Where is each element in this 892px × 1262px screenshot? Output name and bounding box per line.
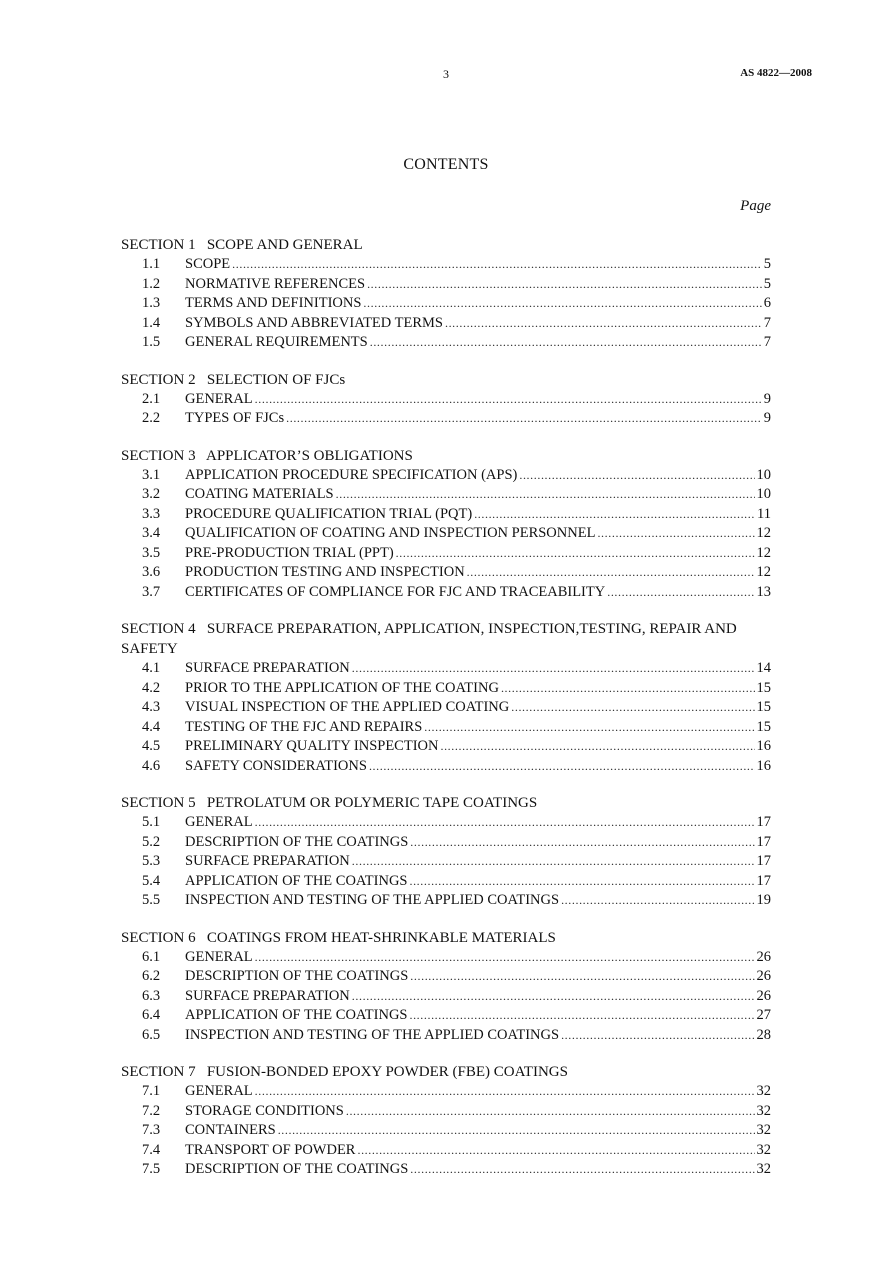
entry-number: 5.4 [142, 872, 161, 889]
dot-leader [511, 698, 754, 718]
entry-title: NORMATIVE REFERENCES [185, 275, 366, 292]
entry-number: 4.2 [142, 679, 161, 696]
entry-number: 3.2 [142, 486, 161, 502]
dot-leader [278, 1121, 755, 1141]
entry-page-number: 5 [763, 256, 771, 272]
toc-section-1 [121, 235, 771, 353]
dot-leader [424, 718, 754, 738]
entry-number: 1.2 [142, 275, 161, 292]
entry-number: 3.3 [142, 505, 161, 522]
entry-page-number: 17 [756, 814, 771, 830]
dot-leader [367, 275, 762, 295]
dot-leader [410, 967, 754, 987]
entry-title: DESCRIPTION OF THE COATINGS [185, 968, 409, 984]
entry-page-number: 9 [763, 390, 771, 407]
entry-page-number: 12 [756, 525, 771, 541]
entry-page-number: 6 [763, 295, 771, 311]
toc-entry[interactable] [121, 275, 771, 295]
dot-leader [440, 737, 754, 757]
entry-page-number: 14 [756, 660, 771, 676]
toc-entry[interactable] [121, 294, 771, 314]
entry-number: 7.5 [142, 1161, 161, 1177]
entry-title: PRODUCTION TESTING AND INSPECTION [185, 564, 465, 580]
dot-leader [410, 833, 754, 853]
toc-section-3 [121, 446, 771, 603]
toc-entry[interactable] [121, 852, 771, 872]
entry-title: COATING MATERIALS [185, 486, 334, 502]
entry-title: PRELIMINARY QUALITY INSPECTION [185, 738, 439, 754]
toc-entry[interactable] [121, 698, 771, 718]
dot-leader [336, 485, 755, 505]
dot-leader [519, 466, 754, 486]
toc-entry[interactable] [121, 813, 771, 833]
entry-page-number: 9 [763, 410, 771, 426]
dot-leader [410, 1160, 754, 1180]
toc-entry[interactable] [121, 505, 771, 525]
entry-title: GENERAL [185, 814, 253, 830]
entry-number: 5.3 [142, 853, 161, 869]
section-heading[interactable]: SECTION 3 APPLICATOR’S OBLIGATIONS [121, 447, 413, 464]
entry-page-number: 16 [756, 738, 771, 754]
entry-title: QUALIFICATION OF COATING AND INSPECTION PERSONNEL [185, 525, 596, 541]
toc-entry[interactable] [121, 333, 771, 353]
entry-title: PRIOR TO THE APPLICATION OF THE COATING [185, 679, 499, 696]
dot-leader [396, 544, 755, 564]
dot-leader [232, 255, 762, 275]
dot-leader [561, 1026, 754, 1046]
toc-entry[interactable] [121, 544, 771, 564]
dot-leader [607, 583, 754, 603]
entry-title: CONTAINERS [185, 1122, 276, 1138]
entry-page-number: 32 [756, 1102, 771, 1119]
dot-leader [370, 333, 762, 353]
entry-title: APPLICATION PROCEDURE SPECIFICATION (APS) [185, 466, 518, 483]
toc-entry[interactable] [121, 563, 771, 583]
entry-page-number: 32 [756, 1083, 771, 1099]
dot-leader [286, 409, 762, 429]
toc-entry[interactable] [121, 659, 771, 679]
entry-title: TRANSPORT OF POWDER [185, 1141, 356, 1158]
entry-number: 4.6 [142, 757, 161, 774]
entry-number: 1.1 [142, 256, 161, 272]
section-heading[interactable]: SECTION 4 SURFACE PREPARATION, APPLICATION, INSPECTION,TESTING, REPAIR AND SAFETY [121, 621, 741, 657]
toc-section-5 [121, 793, 771, 911]
entry-number: 5.5 [142, 892, 161, 908]
contents-title: CONTENTS [403, 156, 489, 173]
toc-entry[interactable] [121, 987, 771, 1007]
dot-leader [346, 1102, 755, 1122]
toc-section-6 [121, 928, 771, 1046]
entry-title: CERTIFICATES OF COMPLIANCE FOR FJC AND TRACEABILITY [185, 583, 606, 600]
entry-page-number: 28 [756, 1026, 771, 1043]
entry-page-number: 7 [763, 314, 771, 331]
table-of-contents [121, 235, 771, 1197]
toc-entry[interactable] [121, 1121, 771, 1141]
entry-title: TERMS AND DEFINITIONS [185, 295, 362, 311]
toc-entry[interactable] [121, 757, 771, 777]
entry-number: 3.6 [142, 564, 161, 580]
toc-entry[interactable] [121, 466, 771, 486]
entry-title: INSPECTION AND TESTING OF THE APPLIED COATINGS [185, 1026, 560, 1043]
entry-title: TESTING OF THE FJC AND REPAIRS [185, 718, 423, 735]
entry-page-number: 27 [756, 1007, 771, 1023]
entry-page-number: 15 [756, 679, 771, 696]
document-code: AS 4822—2008 [740, 67, 812, 79]
toc-entry[interactable] [121, 1006, 771, 1026]
entry-number: 7.1 [142, 1083, 161, 1099]
entry-page-number: 5 [763, 275, 771, 292]
entry-title: SCOPE [185, 256, 231, 272]
dot-leader [363, 294, 761, 314]
entry-number: 7.4 [142, 1141, 161, 1158]
dot-leader [352, 987, 755, 1007]
entry-title: APPLICATION OF THE COATINGS [185, 872, 408, 889]
entry-page-number: 26 [756, 987, 771, 1004]
entry-title: APPLICATION OF THE COATINGS [185, 1007, 408, 1023]
entry-page-number: 10 [756, 466, 771, 483]
entry-number: 2.2 [142, 410, 161, 426]
entry-page-number: 11 [757, 505, 771, 522]
dot-leader [409, 1006, 754, 1026]
entry-title: STORAGE CONDITIONS [185, 1102, 344, 1119]
entry-page-number: 17 [756, 872, 771, 889]
dot-leader [352, 852, 755, 872]
entry-number: 3.4 [142, 525, 161, 541]
entry-title: PRE-PRODUCTION TRIAL (PPT) [185, 544, 394, 561]
entry-number: 1.5 [142, 334, 161, 350]
entry-page-number: 17 [756, 853, 771, 869]
toc-entry[interactable] [121, 485, 771, 505]
entry-title: SURFACE PREPARATION [185, 660, 350, 676]
page-column-label: Page [740, 198, 771, 214]
entry-number: 6.4 [142, 1007, 161, 1023]
dot-leader [474, 505, 755, 525]
entry-number: 4.1 [142, 660, 161, 676]
entry-number: 5.1 [142, 814, 161, 830]
entry-page-number: 26 [756, 948, 771, 965]
dot-leader [445, 314, 762, 334]
section-heading[interactable]: SECTION 1 SCOPE AND GENERAL [121, 237, 363, 253]
entry-title: SURFACE PREPARATION [185, 987, 350, 1004]
toc-entry[interactable] [121, 1160, 771, 1180]
toc-entry[interactable] [121, 583, 771, 603]
toc-entry[interactable] [121, 524, 771, 544]
toc-section-2 [121, 370, 771, 429]
entry-page-number: 13 [756, 583, 771, 600]
entry-number: 3.7 [142, 583, 161, 600]
toc-section-4 [121, 619, 771, 776]
section-heading[interactable]: SECTION 6 COATINGS FROM HEAT-SHRINKABLE MATERIALS [121, 929, 556, 946]
entry-title: SYMBOLS AND ABBREVIATED TERMS [185, 314, 443, 331]
dot-leader [255, 948, 755, 968]
entry-page-number: 7 [763, 334, 771, 350]
entry-number: 6.2 [142, 968, 161, 984]
entry-page-number: 15 [756, 699, 771, 715]
toc-entry[interactable] [121, 409, 771, 429]
entry-number: 3.1 [142, 466, 161, 483]
toc-entry[interactable] [121, 679, 771, 699]
entry-page-number: 19 [756, 892, 771, 908]
dot-leader [255, 1082, 755, 1102]
entry-number: 4.5 [142, 738, 161, 754]
dot-leader [409, 872, 754, 892]
toc-entry[interactable] [121, 314, 771, 334]
dot-leader [255, 390, 762, 410]
entry-page-number: 17 [756, 833, 771, 850]
entry-number: 6.5 [142, 1026, 161, 1043]
toc-entry[interactable] [121, 833, 771, 853]
entry-number: 3.5 [142, 544, 161, 561]
entry-page-number: 32 [756, 1161, 771, 1177]
entry-title: PROCEDURE QUALIFICATION TRIAL (PQT) [185, 505, 473, 522]
entry-title: DESCRIPTION OF THE COATINGS [185, 833, 409, 850]
toc-entry[interactable] [121, 948, 771, 968]
entry-number: 6.3 [142, 987, 161, 1004]
entry-title: DESCRIPTION OF THE COATINGS [185, 1161, 409, 1177]
entry-number: 7.2 [142, 1102, 161, 1119]
entry-title: GENERAL [185, 1083, 253, 1099]
dot-leader [357, 1141, 754, 1161]
toc-entry[interactable] [121, 1082, 771, 1102]
dot-leader [255, 813, 755, 833]
entry-title: GENERAL [185, 948, 253, 965]
entry-number: 7.3 [142, 1122, 161, 1138]
entry-title: SAFETY CONSIDERATIONS [185, 757, 367, 774]
toc-entry[interactable] [121, 255, 771, 275]
entry-title: GENERAL [185, 390, 253, 407]
dot-leader [467, 563, 755, 583]
entry-page-number: 10 [756, 486, 771, 502]
entry-title: SURFACE PREPARATION [185, 853, 350, 869]
dot-leader [369, 757, 755, 777]
toc-entry[interactable] [121, 967, 771, 987]
toc-entry[interactable] [121, 1026, 771, 1046]
entry-page-number: 16 [756, 757, 771, 774]
entry-number: 1.3 [142, 295, 161, 311]
entry-page-number: 32 [756, 1122, 771, 1138]
entry-page-number: 15 [756, 718, 771, 735]
page-number: 3 [443, 67, 449, 81]
entry-number: 5.2 [142, 833, 161, 850]
entry-title: TYPES OF FJCs [185, 410, 285, 426]
toc-entry[interactable] [121, 891, 771, 911]
dot-leader [352, 659, 755, 679]
entry-title: VISUAL INSPECTION OF THE APPLIED COATING [185, 699, 510, 715]
dot-leader [561, 891, 754, 911]
entry-page-number: 12 [756, 544, 771, 561]
dot-leader [597, 524, 754, 544]
section-heading[interactable]: SECTION 5 PETROLATUM OR POLYMERIC TAPE COATINGS [121, 795, 538, 811]
entry-number: 4.3 [142, 699, 161, 715]
toc-entry[interactable] [121, 1102, 771, 1122]
entry-page-number: 12 [756, 564, 771, 580]
dot-leader [501, 679, 755, 699]
entry-number: 2.1 [142, 390, 161, 407]
section-heading[interactable]: SECTION 7 FUSION-BONDED EPOXY POWDER (FBE) COATINGS [121, 1064, 568, 1080]
section-heading[interactable]: SECTION 2 SELECTION OF FJCs [121, 371, 346, 388]
toc-entry[interactable] [121, 390, 771, 410]
entry-number: 6.1 [142, 948, 161, 965]
toc-entry[interactable] [121, 1141, 771, 1161]
entry-title: INSPECTION AND TESTING OF THE APPLIED COATINGS [185, 892, 560, 908]
entry-page-number: 26 [756, 968, 771, 984]
toc-entry[interactable] [121, 718, 771, 738]
entry-title: GENERAL REQUIREMENTS [185, 334, 368, 350]
toc-entry[interactable] [121, 872, 771, 892]
entry-number: 4.4 [142, 718, 161, 735]
entry-number: 1.4 [142, 314, 161, 331]
toc-section-7 [121, 1062, 771, 1180]
toc-entry[interactable] [121, 737, 771, 757]
entry-page-number: 32 [756, 1141, 771, 1158]
